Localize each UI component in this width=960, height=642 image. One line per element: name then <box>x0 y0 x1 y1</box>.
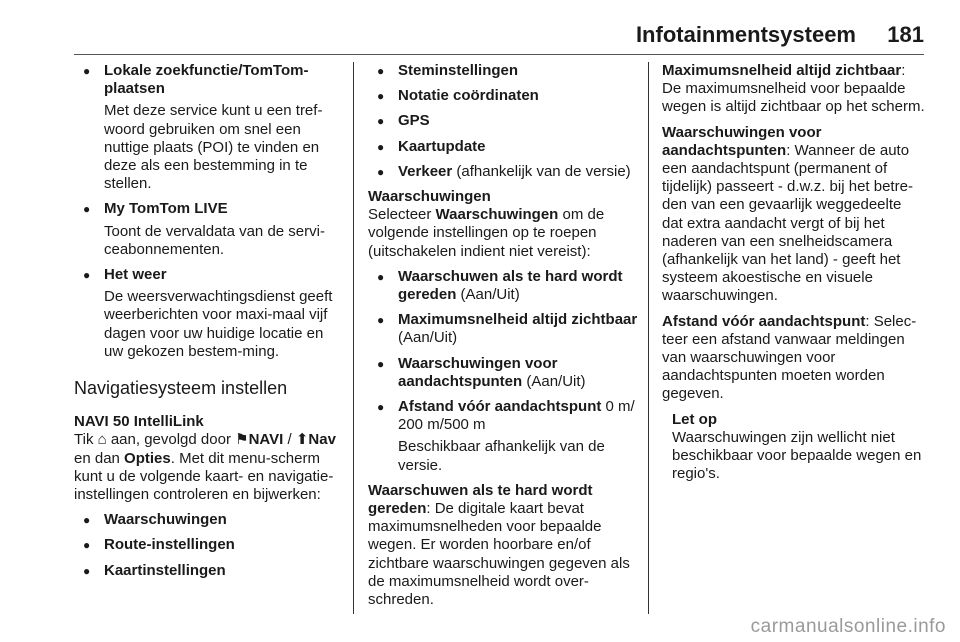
poi-warning-paragraph <box>662 124 926 306</box>
item-text: (Aan/Uit) <box>398 329 458 347</box>
item-title: Kaartupdate <box>398 137 486 155</box>
subheading: NAVI 50 IntelliLink <box>74 413 204 431</box>
item-title: Verkeer <box>398 162 453 180</box>
note-title: Let op <box>672 410 717 428</box>
text: en dan <box>74 449 125 467</box>
item-title: ● Lokale zoekfunctie/TomTom-plaatsen <box>104 62 309 98</box>
list-item <box>368 112 638 130</box>
page-number: 181 <box>887 22 924 47</box>
text: . Met dit menu-scherm kunt u de volgende kaart- en navigatie-instellingen controleren en bijwerken: <box>74 449 334 504</box>
item-title: Waarschuwingen voor aandachtspunten <box>398 354 558 390</box>
settings-list-cont <box>368 62 638 181</box>
settings-list <box>74 511 346 580</box>
list-item: ● Kaartinstellingen <box>74 562 346 580</box>
opties-label: Opties <box>124 449 171 467</box>
subsection-title: Waarschuwingen <box>368 188 491 206</box>
nav-label: Nav <box>308 431 336 449</box>
item-title: Maximumsnelheid altijd zichtbaar <box>398 311 638 329</box>
text: : Selec-teer een afstand vanwaar meldingen van waarschuwingen voor aandachtspunten moeten worden gegeven. <box>662 312 917 403</box>
list-item <box>368 138 638 156</box>
list-item <box>74 266 346 361</box>
item-note: Beschikbaar afhankelijk van de versie. <box>398 438 605 474</box>
note-box <box>662 411 926 484</box>
item-text: (Aan/Uit) <box>522 372 586 390</box>
column-divider <box>648 62 649 614</box>
text: : De digitale kaart bevat maximumsnelheden voor bepaalde wegen. Er worden hoorbare en/of zichtbare waarschuwingen gegeven als de maximumsnelheid wordt over-schreden. <box>368 500 630 609</box>
list-item <box>368 87 638 105</box>
item-text: 0 m/ 200 m/500 m <box>398 398 635 434</box>
item-title: ● Het weer <box>104 266 167 284</box>
item-title: Waarschuwen als te hard wordt gereden <box>398 267 623 304</box>
text: : Wanneer de auto een aandachtspunt (permanent of tijdelijk) passeert - d.w.z. bij het betre-den van een gevaarlijk weggedeelte dat extra aandacht vergt of bij het naderen van een snelheidscamera (afhankelijk van het land) - geeft het systeem akoestische en visuele waarschuwingen. <box>662 141 913 305</box>
warnings-list <box>368 268 638 475</box>
section-paragraph <box>368 206 638 261</box>
header-rule <box>74 54 924 55</box>
item-title: Steminstellingen <box>398 62 519 79</box>
intro-paragraph <box>74 431 346 504</box>
column-3 <box>662 62 926 483</box>
flag-icon: ⚑ <box>235 431 249 449</box>
text: aan, gevolgd door <box>106 431 236 449</box>
list-item <box>368 311 638 347</box>
item-title: Notatie coördinaten <box>398 87 539 105</box>
item-body: De weersverwachtingsdienst geeft weerberichten voor maxi-maal vijf dagen voor uw huidige locatie en uw gekozen bestem-ming. <box>104 288 333 360</box>
list-item <box>368 163 638 181</box>
item-title: ● My TomTom LIVE <box>104 200 228 218</box>
list-item <box>74 200 346 259</box>
column-1 <box>74 62 346 587</box>
distance-paragraph <box>662 313 926 404</box>
text-bold: Waarschuwingen <box>435 206 559 224</box>
list-item <box>74 62 346 193</box>
chapter-title: Infotainmentsysteem <box>635 22 856 47</box>
nav-arrow-icon: ⬆ <box>295 431 309 449</box>
text: / <box>283 431 296 449</box>
item-text: (afhankelijk van de versie) <box>452 162 631 180</box>
navi-label: NAVI <box>248 431 284 449</box>
page-header <box>74 22 924 52</box>
section-heading: Navigatiesysteem instellen <box>74 378 288 399</box>
list-item <box>368 355 638 391</box>
item-body: Met deze service kunt u een tref-woord gebruiken om snel een nuttige plaats (POI) te vinden en deze als een bestemming in te stellen. <box>104 102 323 193</box>
list-item <box>368 62 638 80</box>
item-text: (Aan/Uit) <box>456 286 520 304</box>
text-bold: Waarschuwingen voor aandachtspunten <box>662 123 822 159</box>
speed-warning-paragraph <box>368 482 638 609</box>
text: om de volgende instellingen op te roepen (uitschakelen indient niet vereist): <box>368 206 605 260</box>
max-speed-paragraph <box>662 62 926 117</box>
column-2 <box>368 62 638 616</box>
text-bold: Maximumsnelheid altijd zichtbaar <box>662 62 902 79</box>
text: Selecteer <box>368 206 436 224</box>
text-bold: Afstand vóór aandachtspunt <box>662 312 866 330</box>
item-title: GPS <box>398 112 430 130</box>
column-divider <box>353 62 354 614</box>
text: Tik <box>74 431 98 449</box>
text-bold: Waarschuwen als te hard wordt gereden <box>368 481 593 518</box>
home-icon: ⌂ <box>97 431 107 449</box>
watermark: carmanualsonline.info <box>750 616 946 637</box>
list-item: ● Route-instellingen <box>74 536 346 554</box>
text: : De maximumsnelheid voor bepaalde wegen is altijd zichtbaar op het scherm. <box>662 62 925 116</box>
list-item <box>368 268 638 304</box>
item-body: Toont de vervaldata van de servi-ceabonnementen. <box>104 222 325 258</box>
feature-list <box>74 62 346 361</box>
note-body: Waarschuwingen zijn wellicht niet beschikbaar voor bepaalde wegen en regio's. <box>672 428 922 483</box>
list-item <box>368 398 638 475</box>
list-item: ● Waarschuwingen <box>74 511 346 529</box>
item-title: Afstand vóór aandachtspunt <box>398 398 602 416</box>
